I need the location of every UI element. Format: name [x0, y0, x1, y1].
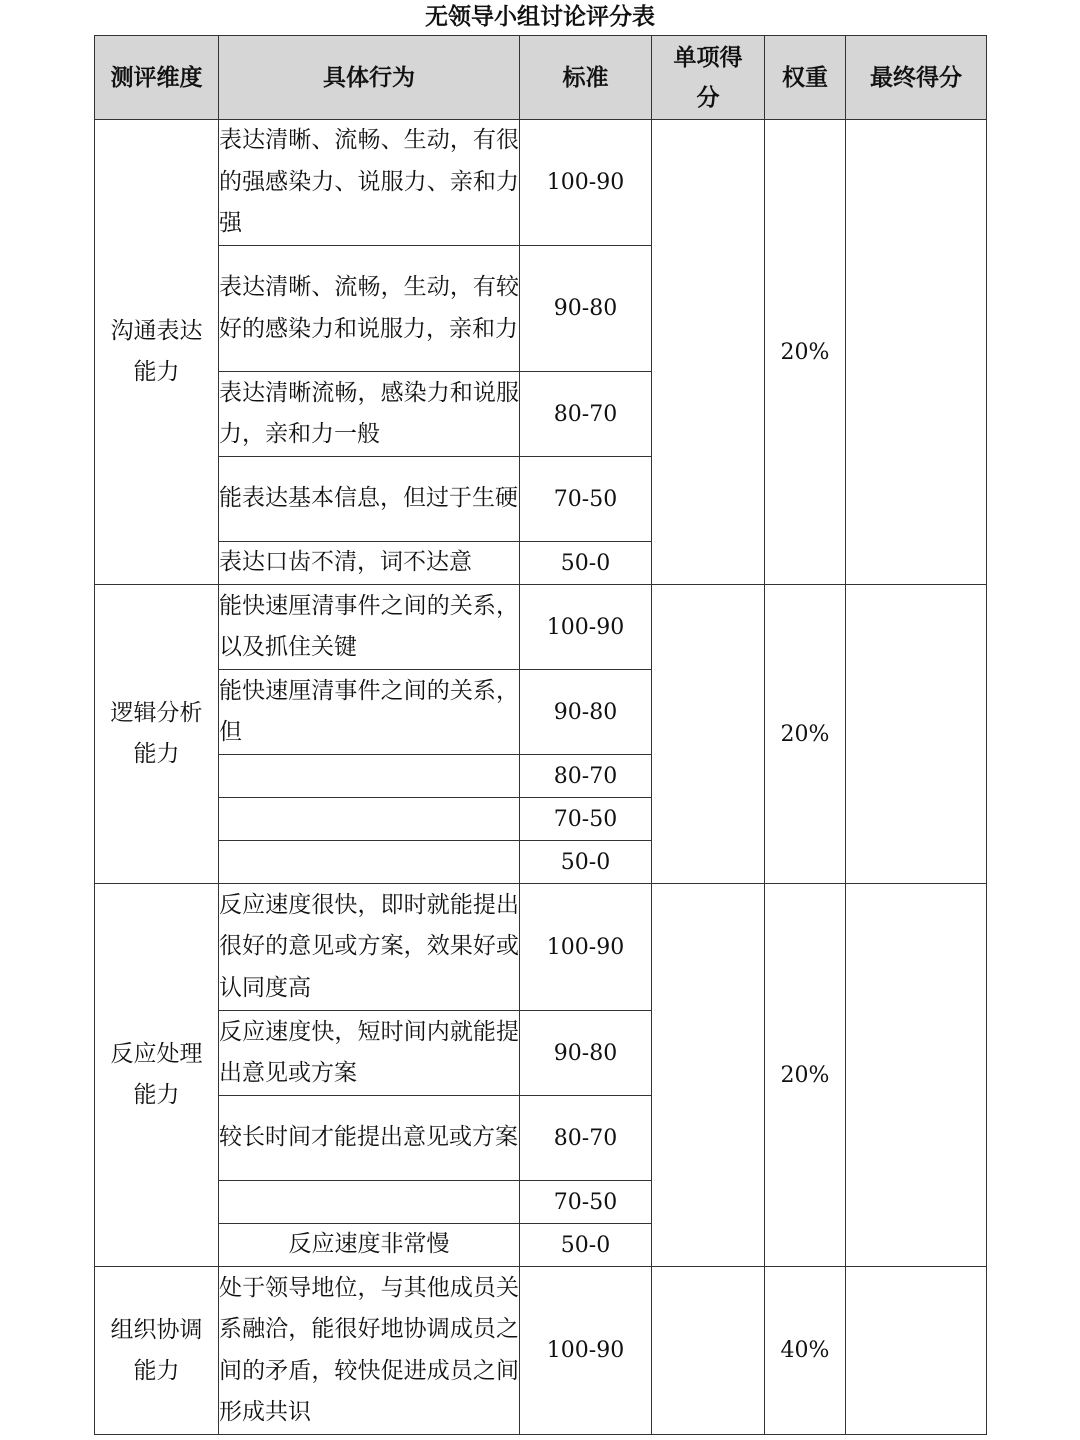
behavior-cell: 反应速度快，短时间内就能提出意见或方案 — [219, 1011, 520, 1096]
standard-cell: 80-70 — [520, 755, 652, 798]
standard-cell: 50-0 — [520, 542, 652, 585]
behavior-cell: 表达清晰流畅，感染力和说服力，亲和力一般 — [219, 372, 520, 457]
dimension-label-line1: 组织协调 — [110, 1316, 203, 1343]
behavior-cell: 较长时间才能提出意见或方案 — [219, 1096, 520, 1181]
dimension-cell — [95, 1267, 219, 1435]
standard-cell: 100-90 — [520, 120, 652, 246]
scoring-table — [94, 35, 987, 1435]
table-row — [95, 1267, 987, 1435]
dimension-cell — [95, 120, 219, 585]
table-row — [95, 120, 987, 246]
standard-cell: 100-90 — [520, 585, 652, 670]
header-single-score — [652, 36, 765, 120]
behavior-cell: 反应速度非常慢 — [219, 1224, 520, 1267]
standard-cell: 50-0 — [520, 841, 652, 884]
standard-cell: 100-90 — [520, 1267, 652, 1435]
header-single-score-line2: 分 — [696, 83, 720, 111]
behavior-cell: 处于领导地位，与其他成员关系融洽，能很好地协调成员之间的矛盾，较快促进成员之间形成共识 — [219, 1267, 520, 1435]
standard-cell: 70-50 — [520, 1181, 652, 1224]
header-row — [95, 36, 987, 120]
header-weight: 权重 — [765, 36, 846, 120]
behavior-cell: 表达清晰、流畅，生动，有较好的感染力和说服力，亲和力 — [219, 246, 520, 372]
final-score-cell — [846, 120, 987, 585]
dimension-cell — [95, 585, 219, 884]
dimension-label-line2: 能力 — [133, 1357, 180, 1384]
behavior-cell — [219, 798, 520, 841]
table-row — [95, 884, 987, 1011]
standard-cell: 80-70 — [520, 372, 652, 457]
weight-cell: 40% — [765, 1267, 846, 1435]
standard-cell: 100-90 — [520, 884, 652, 1011]
behavior-cell — [219, 841, 520, 884]
header-final-score: 最终得分 — [846, 36, 987, 120]
weight-cell: 20% — [765, 120, 846, 585]
header-standard: 标准 — [520, 36, 652, 120]
final-score-cell — [846, 884, 987, 1267]
dimension-label-line2: 能力 — [133, 1082, 180, 1108]
weight-cell: 20% — [765, 884, 846, 1267]
standard-cell: 80-70 — [520, 1096, 652, 1181]
behavior-cell: 表达清晰、流畅、生动，有很的强感染力、说服力、亲和力强 — [219, 120, 520, 246]
behavior-cell: 能快速厘清事件之间的关系，但 — [219, 670, 520, 755]
dimension-label-line2: 能力 — [133, 359, 180, 385]
dimension-label-line2: 能力 — [133, 741, 180, 767]
behavior-cell — [219, 755, 520, 798]
header-dimension: 测评维度 — [95, 36, 219, 120]
standard-cell: 70-50 — [520, 457, 652, 542]
dimension-label-line1: 逻辑分析 — [110, 700, 203, 726]
standard-cell: 90-80 — [520, 246, 652, 372]
final-score-cell — [846, 585, 987, 884]
standard-cell: 90-80 — [520, 1011, 652, 1096]
behavior-cell: 反应速度很快，即时就能提出很好的意见或方案，效果好或认同度高 — [219, 884, 520, 1011]
behavior-cell: 能快速厘清事件之间的关系，以及抓住关键 — [219, 585, 520, 670]
standard-cell: 70-50 — [520, 798, 652, 841]
dimension-label-line1: 反应处理 — [110, 1041, 203, 1067]
page-title: 无领导小组讨论评分表 — [425, 3, 655, 30]
standard-cell: 50-0 — [520, 1224, 652, 1267]
behavior-cell: 表达口齿不清，词不达意 — [219, 542, 520, 585]
weight-cell: 20% — [765, 585, 846, 884]
single-score-cell — [652, 1267, 765, 1435]
final-score-cell — [846, 1267, 987, 1435]
header-single-score-line1: 单项得 — [673, 43, 743, 71]
behavior-cell: 能表达基本信息，但过于生硬 — [219, 457, 520, 542]
behavior-cell — [219, 1181, 520, 1224]
dimension-cell — [95, 884, 219, 1267]
table-row — [95, 585, 987, 670]
single-score-cell — [652, 884, 765, 1267]
single-score-cell — [652, 585, 765, 884]
header-behavior: 具体行为 — [219, 36, 520, 120]
standard-cell: 90-80 — [520, 670, 652, 755]
dimension-label-line1: 沟通表达 — [110, 318, 203, 344]
single-score-cell — [652, 120, 765, 585]
